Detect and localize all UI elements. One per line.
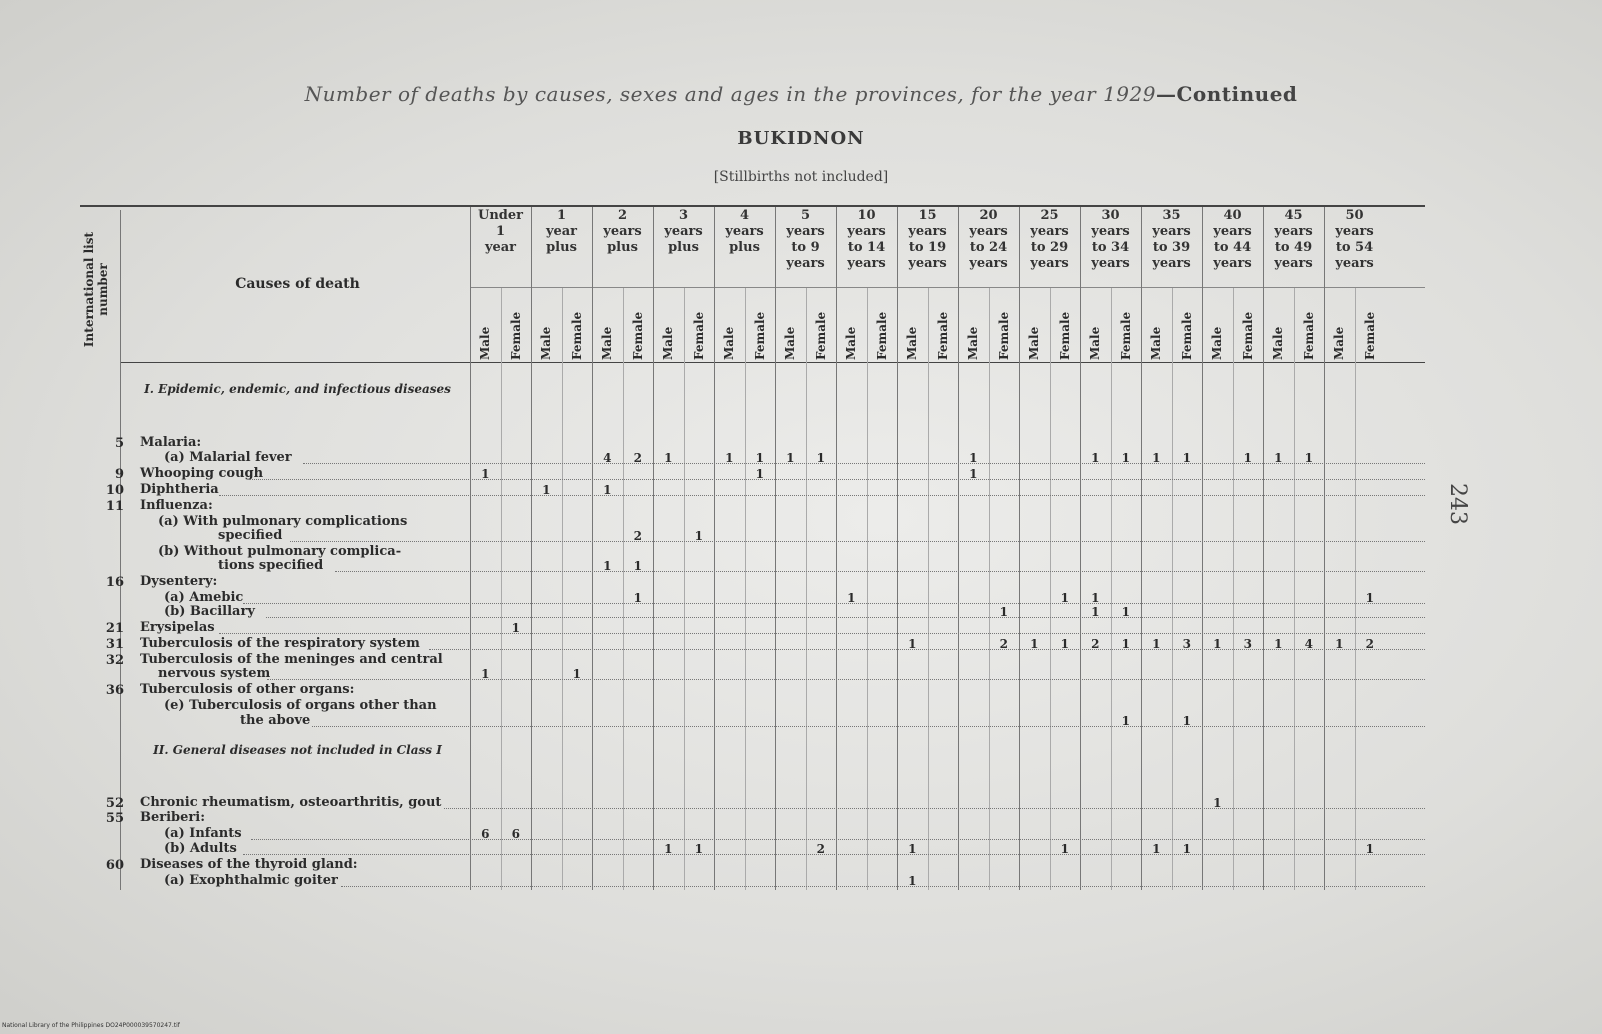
- province-name: BUKIDNON: [737, 128, 865, 149]
- age-group-header: 4 years plus: [725, 208, 764, 255]
- count-cell: 2: [633, 529, 642, 543]
- count-cell: 1: [481, 467, 490, 481]
- count-cell: 2: [999, 637, 1008, 651]
- sex-divider: [1233, 288, 1234, 890]
- count-cell: 1: [1274, 637, 1283, 651]
- cause-label: Tuberculosis of other organs:: [140, 682, 355, 697]
- intl-list-number: 31: [105, 637, 124, 652]
- dot-leader: [312, 726, 1426, 727]
- intl-list-number: 36: [105, 683, 124, 698]
- count-cell: 1: [1152, 451, 1161, 465]
- male-header: Male: [1088, 326, 1102, 360]
- female-header: Female: [508, 311, 523, 360]
- female-header: Female: [1240, 311, 1255, 360]
- count-cell: 1: [1152, 842, 1161, 856]
- count-cell: 4: [603, 451, 612, 465]
- intl-column-divider: [120, 210, 121, 890]
- count-cell: 1: [1091, 451, 1100, 465]
- count-cell: 1: [816, 451, 825, 465]
- male-header: Male: [600, 326, 614, 360]
- dot-leader: [251, 839, 1426, 840]
- intl-list-number: 32: [105, 653, 124, 668]
- page-number: 243: [1445, 483, 1470, 525]
- count-cell: 1: [694, 842, 703, 856]
- age-group-divider: [714, 207, 715, 890]
- age-group-header: 1 year plus: [545, 208, 578, 255]
- section-1-heading: I. Epidemic, endemic, and infectious diseases: [144, 382, 451, 396]
- count-cell: 1: [847, 591, 856, 605]
- cause-label: Influenza:: [140, 498, 213, 513]
- count-cell: 6: [511, 827, 520, 841]
- sex-divider: [1172, 288, 1173, 890]
- count-cell: 1: [664, 451, 673, 465]
- cause-label: Tuberculosis of the meninges and central: [140, 652, 443, 667]
- count-cell: 1: [572, 667, 581, 681]
- male-header: Male: [539, 326, 553, 360]
- causes-column-divider: [470, 207, 471, 890]
- age-group-header: 2 years plus: [603, 208, 642, 255]
- count-cell: 1: [1121, 451, 1130, 465]
- intl-list-number: 60: [105, 858, 124, 873]
- causes-header: Causes of death: [235, 276, 360, 292]
- age-group-divider: [958, 207, 959, 890]
- count-cell: 1: [1060, 637, 1069, 651]
- female-header: Female: [813, 311, 828, 360]
- male-header: Male: [905, 326, 919, 360]
- count-cell: 3: [1243, 637, 1252, 651]
- sex-divider: [623, 288, 624, 890]
- dot-leader: [335, 571, 1426, 572]
- table-note: [Stillbirths not included]: [713, 169, 889, 185]
- female-header: Female: [1118, 311, 1133, 360]
- sex-divider: [1050, 288, 1051, 890]
- intl-list-number: 10: [105, 483, 124, 498]
- count-cell: 1: [1030, 637, 1039, 651]
- count-cell: 1: [1213, 796, 1222, 810]
- cause-label: Malaria:: [140, 435, 202, 450]
- age-group-header: 25 years to 29 years: [1030, 208, 1069, 271]
- age-group-divider: [653, 207, 654, 890]
- cause-label: Tuberculosis of the respiratory system: [140, 636, 420, 651]
- count-cell: 1: [908, 637, 917, 651]
- intl-list-number: 11: [105, 499, 124, 514]
- dot-leader: [266, 617, 1426, 618]
- cause-label: Diseases of the thyroid gland:: [140, 857, 358, 872]
- count-cell: 1: [1274, 451, 1283, 465]
- male-header: Male: [1332, 326, 1346, 360]
- count-cell: 1: [755, 467, 764, 481]
- dot-leader: [243, 603, 1425, 604]
- cause-label: (b) Bacillary: [164, 604, 255, 619]
- intl-list-number: 52: [105, 796, 124, 811]
- age-header-rule: [470, 287, 1425, 288]
- age-group-divider: [592, 207, 593, 890]
- intl-list-number: 9: [114, 467, 124, 482]
- intl-list-number: 5: [114, 436, 124, 451]
- age-group-divider: [531, 207, 532, 890]
- count-cell: 1: [1182, 714, 1191, 728]
- age-group-header: 20 years to 24 years: [969, 208, 1008, 271]
- count-cell: 2: [1091, 637, 1100, 651]
- female-header: Female: [1301, 311, 1316, 360]
- count-cell: 1: [1182, 842, 1191, 856]
- female-header: Female: [874, 311, 889, 360]
- female-header: Female: [1057, 311, 1072, 360]
- age-group-header: 10 years to 14 years: [847, 208, 886, 271]
- count-cell: 1: [969, 467, 978, 481]
- cause-label: (b) Without pulmonary complica-: [158, 544, 402, 559]
- age-group-divider: [1080, 207, 1081, 890]
- count-cell: 1: [1121, 637, 1130, 651]
- count-cell: 1: [1121, 605, 1130, 619]
- sex-divider: [928, 288, 929, 890]
- header-bottom-rule: [120, 362, 1425, 363]
- intl-list-number: 16: [105, 575, 124, 590]
- age-group-header: 30 years to 34 years: [1091, 208, 1130, 271]
- female-header: Female: [935, 311, 950, 360]
- dot-leader: [267, 679, 1425, 680]
- count-cell: 1: [1091, 591, 1100, 605]
- cause-label: (a) Exophthalmic goiter: [164, 873, 338, 888]
- count-cell: 1: [664, 842, 673, 856]
- female-header: Female: [630, 311, 645, 360]
- age-group-header: 3 years plus: [664, 208, 703, 255]
- count-cell: 1: [786, 451, 795, 465]
- dot-leader: [249, 479, 1425, 480]
- cause-label: nervous system: [158, 666, 271, 681]
- count-cell: 1: [1091, 605, 1100, 619]
- count-cell: 1: [999, 605, 1008, 619]
- intl-list-number: 55: [105, 811, 124, 826]
- count-cell: 1: [1335, 637, 1344, 651]
- sex-divider: [501, 288, 502, 890]
- male-header: Male: [966, 326, 980, 360]
- male-header: Male: [661, 326, 675, 360]
- count-cell: 2: [816, 842, 825, 856]
- count-cell: 1: [542, 483, 551, 497]
- sex-divider: [806, 288, 807, 890]
- count-cell: 1: [908, 874, 917, 888]
- sex-divider: [1294, 288, 1295, 890]
- cause-label: the above: [240, 713, 311, 728]
- male-header: Male: [1271, 326, 1285, 360]
- male-header: Male: [1027, 326, 1041, 360]
- age-group-divider: [1141, 207, 1142, 890]
- cause-label: Beriberi:: [140, 810, 205, 825]
- age-group-header: 35 years to 39 years: [1152, 208, 1191, 271]
- sex-divider: [1111, 288, 1112, 890]
- dot-leader: [219, 495, 1425, 496]
- female-header: Female: [569, 311, 584, 360]
- male-header: Male: [844, 326, 858, 360]
- female-header: Female: [1362, 311, 1377, 360]
- female-header: Female: [691, 311, 706, 360]
- sex-divider: [684, 288, 685, 890]
- dot-leader: [290, 541, 1426, 542]
- count-cell: 1: [1243, 451, 1252, 465]
- sex-divider: [562, 288, 563, 890]
- count-cell: 1: [481, 667, 490, 681]
- age-group-divider: [836, 207, 837, 890]
- cause-label: Erysipelas: [140, 620, 215, 635]
- male-header: Male: [722, 326, 736, 360]
- count-cell: 1: [1182, 451, 1191, 465]
- cause-label: Chronic rheumatism, osteoarthritis, gout: [140, 795, 442, 810]
- count-cell: 1: [1152, 637, 1161, 651]
- count-cell: 1: [725, 451, 734, 465]
- age-group-divider: [1324, 207, 1325, 890]
- count-cell: 1: [633, 591, 642, 605]
- count-cell: 1: [511, 621, 520, 635]
- cause-label: (a) Infants: [164, 826, 242, 841]
- cause-label: tions specified: [218, 558, 324, 573]
- count-cell: 1: [1060, 842, 1069, 856]
- cause-label: (b) Adults: [164, 841, 237, 856]
- count-cell: 1: [1060, 591, 1069, 605]
- dot-leader: [303, 463, 1425, 464]
- male-header: Male: [1210, 326, 1224, 360]
- dot-leader: [341, 886, 1426, 887]
- age-group-divider: [1263, 207, 1264, 890]
- top-rule: [80, 205, 1425, 207]
- female-header: Female: [996, 311, 1011, 360]
- intl-list-number: 21: [105, 621, 124, 636]
- female-header: Female: [1179, 311, 1194, 360]
- cause-label: (e) Tuberculosis of organs other than: [164, 698, 437, 713]
- age-group-header: 5 years to 9 years: [786, 208, 825, 271]
- age-group-header: 15 years to 19 years: [908, 208, 947, 271]
- count-cell: 1: [908, 842, 917, 856]
- cause-label: (a) With pulmonary complications: [158, 514, 408, 529]
- age-group-divider: [897, 207, 898, 890]
- age-group-divider: [775, 207, 776, 890]
- cause-label: Diphtheria: [140, 482, 219, 497]
- table-title: Number of deaths by causes, sexes and ages in the provinces, for the year 1929—Continued: [304, 82, 1298, 106]
- count-cell: 1: [755, 451, 764, 465]
- male-header: Male: [1149, 326, 1163, 360]
- count-cell: 1: [1304, 451, 1313, 465]
- sex-divider: [1355, 288, 1356, 890]
- count-cell: 1: [1365, 591, 1374, 605]
- sex-divider: [867, 288, 868, 890]
- footer-caption: National Library of the Philippines DO24P000039570247.tif: [2, 1022, 180, 1029]
- count-cell: 3: [1182, 637, 1191, 651]
- dot-leader: [444, 808, 1425, 809]
- dot-leader: [219, 633, 1425, 634]
- cause-label: (a) Malarial fever: [164, 450, 292, 465]
- section-2-heading: II. General diseases not included in Class I: [153, 743, 442, 757]
- sex-divider: [989, 288, 990, 890]
- cause-label: specified: [218, 528, 283, 543]
- count-cell: 1: [1213, 637, 1222, 651]
- age-group-divider: [1202, 207, 1203, 890]
- count-cell: 2: [633, 451, 642, 465]
- count-cell: 4: [1304, 637, 1313, 651]
- count-cell: 1: [633, 559, 642, 573]
- count-cell: 1: [1121, 714, 1130, 728]
- sex-divider: [745, 288, 746, 890]
- count-cell: 1: [603, 559, 612, 573]
- count-cell: 1: [1365, 842, 1374, 856]
- cause-label: Dysentery:: [140, 574, 218, 589]
- male-header: Male: [478, 326, 492, 360]
- age-group-header: 50 years to 54 years: [1335, 208, 1374, 271]
- intl-list-header: International list number: [82, 231, 110, 348]
- age-group-divider: [1019, 207, 1020, 890]
- male-header: Male: [783, 326, 797, 360]
- female-header: Female: [752, 311, 767, 360]
- count-cell: 1: [969, 451, 978, 465]
- count-cell: 2: [1365, 637, 1374, 651]
- count-cell: 6: [481, 827, 490, 841]
- age-group-header: Under 1 year: [478, 208, 523, 255]
- dot-leader: [243, 854, 1425, 855]
- age-group-header: 45 years to 49 years: [1274, 208, 1313, 271]
- age-group-header: 40 years to 44 years: [1213, 208, 1252, 271]
- count-cell: 1: [603, 483, 612, 497]
- cause-label: Whooping cough: [140, 466, 264, 481]
- count-cell: 1: [694, 529, 703, 543]
- cause-label: (a) Amebic: [164, 590, 244, 605]
